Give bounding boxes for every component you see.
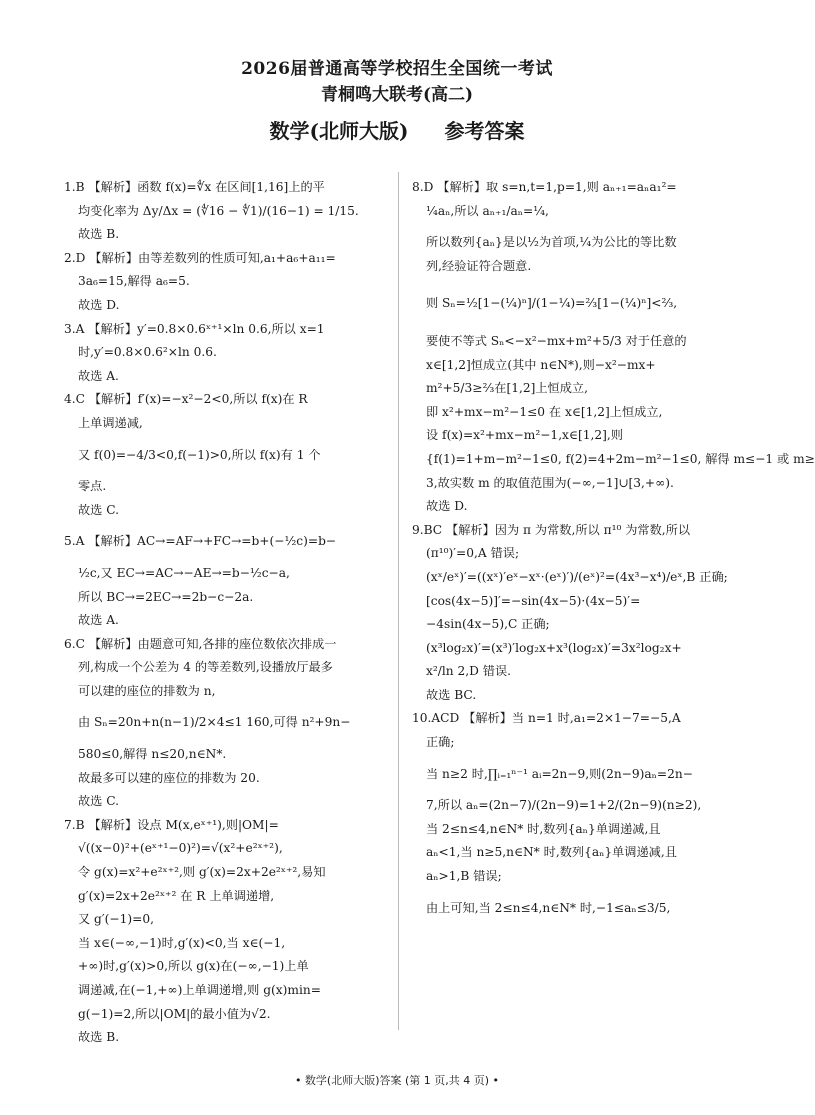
text-line: 又 g′(−1)=0, — [78, 912, 154, 927]
text-line: x∈[1,2]恒成立(其中 n∈N*),则−x²−mx+ — [426, 357, 656, 372]
answer-item-1 — [64, 176, 386, 247]
text-line: 均变化率为 Δy/Δx = (∜16 − ∜1)/(16−1) = 1/15. — [78, 203, 359, 218]
text-line: 故最多可以建的座位的排数为 20. — [78, 770, 260, 785]
text-line: 令 g(x)=x²+e²ˣ⁺²,则 g′(x)=2x+2e²ˣ⁺²,易知 — [78, 865, 326, 880]
text-line: 9.BC 【解析】因为 π 为常数,所以 π¹⁰ 为常数,所以 — [412, 522, 691, 537]
text-line: 要使不等式 Sₙ<−x²−mx+m²+5/3 对于任意的 — [426, 333, 687, 348]
answer-item-10 — [412, 707, 734, 920]
text-line: 时,y′=0.8×0.6²×ln 0.6. — [78, 345, 217, 360]
text-line: −4sin(4x−5),C 正确; — [426, 617, 550, 632]
text-line: 由 Sₙ=20n+n(n−1)/2×4≤1 160,可得 n²+9n− — [78, 715, 351, 730]
text-line: 调递减,在(−1,+∞)上单调递增,则 g(x)min= — [78, 983, 321, 997]
column-divider — [398, 172, 399, 1030]
text-line: ¼aₙ,所以 aₙ₊₁/aₙ=¼, — [426, 203, 549, 218]
text-line: aₙ>1,B 错误; — [426, 869, 502, 884]
document-header — [0, 56, 794, 150]
text-line: 由上可知,当 2≤n≤4,n∈N* 时,−1≤aₙ≤3/5, — [426, 900, 671, 915]
text-line: {f(1)=1+m−m²−1≤0, f(2)=4+2m−m²−1≤0, 解得 m≤−1 或 m≥ — [426, 451, 815, 466]
text-line: 可以建的座位的排数为 n, — [78, 683, 216, 698]
text-line: 当 2≤n≤4,n∈N* 时,数列{aₙ}单调递减,且 — [426, 821, 661, 836]
text-line: 7,所以 aₙ=(2n−7)/(2n−9)=1+2/(2n−9)(n≥2), — [426, 798, 702, 813]
text-line: 上单调递减, — [78, 415, 143, 430]
right-column — [412, 176, 815, 920]
text-line: 故选 B. — [78, 227, 120, 242]
text-line: aₙ<1,当 n≥5,n∈N* 时,数列{aₙ}单调递减,且 — [426, 845, 677, 860]
answer-item-8 — [412, 176, 815, 519]
text-line: (x³log₂x)′=(x³)′log₂x+x³(log₂x)′=3x²log₂x+ — [426, 640, 682, 655]
text-line: 故选 A. — [78, 613, 119, 628]
text-line: m²+5/3≥⅔在[1,2]上恒成立, — [426, 381, 588, 396]
text-line: 故选 D. — [426, 499, 468, 514]
exam-subtitle: 青桐鸣大联考(高二) — [320, 85, 474, 105]
text-line: 则 Sₙ=½[1−(¼)ⁿ]/(1−¼)=⅔[1−(¼)ⁿ]<⅔, — [426, 296, 678, 311]
answer-item-9 — [412, 519, 734, 708]
text-line: 4.C 【解析】f′(x)=−x²−2<0,所以 f(x)在 R — [64, 392, 308, 407]
text-line: 所以数列{aₙ}是以½为首项,¼为公比的等比数 — [426, 235, 677, 250]
text-line: (π¹⁰)′=0,A 错误; — [426, 546, 520, 561]
text-line: 列,构成一个公差为 4 的等差数列,设播放厅最多 — [78, 660, 333, 675]
text-line: 列,经验证符合题意. — [426, 258, 532, 273]
text-line: 即 x²+mx−m²−1≤0 在 x∈[1,2]上恒成立, — [426, 404, 663, 419]
answer-item-6 — [64, 633, 386, 814]
text-line: x²/ln 2,D 错误. — [426, 664, 512, 679]
text-line: [cos(4x−5)]′=−sin(4x−5)·(4x−5)′= — [426, 593, 641, 608]
text-line: 故选 B. — [78, 1030, 120, 1045]
text-line: g′(x)=2x+2e²ˣ⁺² 在 R 上单调递增, — [78, 888, 275, 903]
answer-item-2 — [64, 247, 386, 318]
text-line: 故选 C. — [78, 502, 120, 517]
text-line: g(−1)=2,所以|OM|的最小值为√2. — [78, 1006, 271, 1021]
text-line: 故选 D. — [78, 297, 120, 312]
text-line: 正确; — [426, 735, 455, 750]
text-line: 设 f(x)=x²+mx−m²−1,x∈[1,2],则 — [426, 428, 623, 443]
text-line: 故选 C. — [78, 794, 120, 809]
text-line: 8.D 【解析】取 s=n,t=1,p=1,则 aₙ₊₁=aₙa₁²= — [412, 180, 677, 194]
left-column — [64, 176, 386, 1050]
text-line: 当 n≥2 时,∏ᵢ₌₁ⁿ⁻¹ aᵢ=2n−9,则(2n−9)aₙ=2n− — [426, 766, 693, 781]
text-line: ½c,又 EC→=AC→−AE→=b−½c−a, — [78, 565, 290, 580]
text-line: (xˣ/eˣ)′=((xˣ)′eˣ−xˣ·(eˣ)′)/(eˣ)²=(4x³−x⁴)/eˣ,B 正确; — [426, 569, 728, 584]
text-line: 3a₆=15,解得 a₆=5. — [78, 274, 190, 289]
answer-item-5 — [64, 522, 386, 632]
text-line: 零点. — [78, 479, 107, 494]
text-line: 所以 BC→=2EC→=2b−c−2a. — [78, 589, 254, 604]
text-line: +∞)时,g′(x)>0,所以 g(x)在(−∞,−1)上单 — [78, 959, 309, 974]
text-line: 3,故实数 m 的取值范围为(−∞,−1]∪[3,+∞). — [426, 475, 674, 490]
text-line: 又 f(0)=−4/3<0,f(−1)>0,所以 f(x)有 1 个 — [78, 447, 321, 462]
answer-item-4 — [64, 388, 386, 522]
text-line: 1.B 【解析】函数 f(x)=∜x 在区间[1,16]上的平 — [64, 180, 325, 194]
text-line: 故选 BC. — [426, 687, 477, 702]
subject-heading — [0, 112, 794, 150]
page-footer: • 数学(北师大版)答案 (第 1 页,共 4 页) • — [294, 1074, 500, 1087]
answer-item-3 — [64, 318, 386, 389]
answer-item-7 — [64, 814, 386, 1050]
text-line: 故选 A. — [78, 368, 119, 383]
text-line: √((x−0)²+(eˣ⁺¹−0)²)=√(x²+e²ˣ⁺²), — [78, 841, 283, 856]
answer-key-label: 参考答案 — [444, 119, 525, 143]
text-line: 当 x∈(−∞,−1)时,g′(x)<0,当 x∈(−1, — [78, 935, 286, 950]
text-line: 10.ACD 【解析】当 n=1 时,a₁=2×1−7=−5,A — [412, 711, 681, 726]
subject-name: 数学(北师大版) — [269, 119, 409, 143]
exam-title: 2026届普通高等学校招生全国统一考试 — [241, 59, 553, 79]
text-line: 580≤0,解得 n≤20,n∈N*. — [78, 747, 227, 762]
text-line: 2.D 【解析】由等差数列的性质可知,a₁+a₆+a₁₁= — [64, 250, 336, 265]
text-line: 6.C 【解析】由题意可知,各排的座位数依次排成一 — [64, 636, 337, 651]
text-line: 7.B 【解析】设点 M(x,eˣ⁺¹),则|OM|= — [64, 817, 279, 832]
text-line: 3.A 【解析】y′=0.8×0.6ˣ⁺¹×ln 0.6,所以 x=1 — [64, 321, 325, 336]
text-line: 5.A 【解析】AC→=AF→+FC→=b+(−½c)=b− — [64, 534, 337, 549]
